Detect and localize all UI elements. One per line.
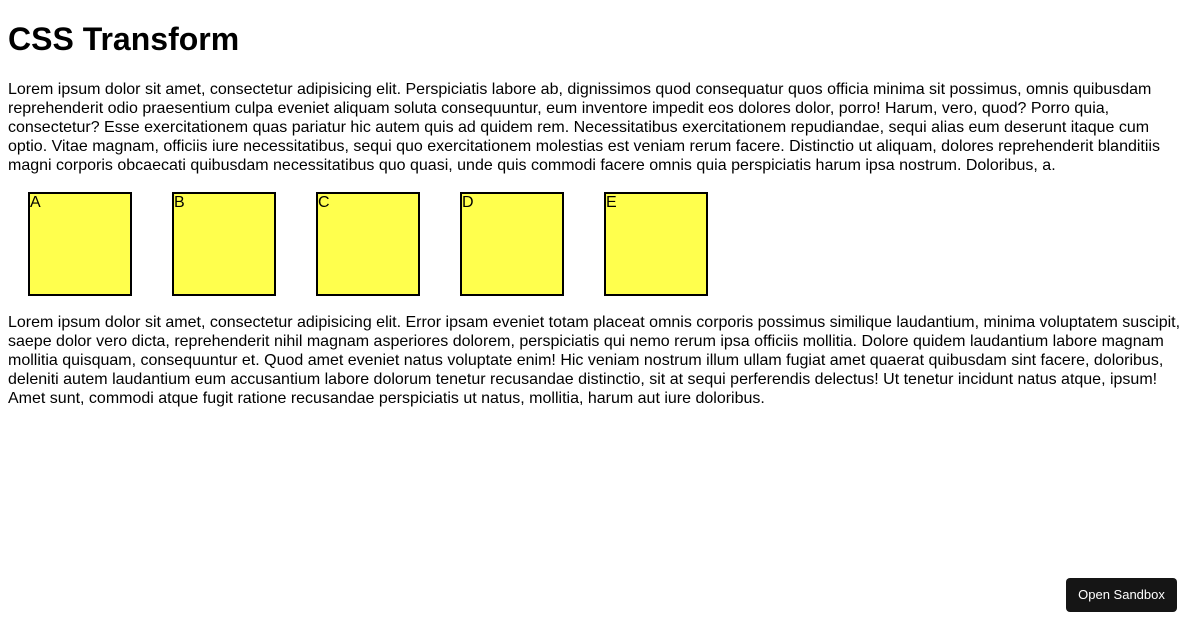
box-c: C <box>316 192 420 296</box>
box-b: B <box>172 192 276 296</box>
outro-paragraph: Lorem ipsum dolor sit amet, consectetur adipisicing elit. Error ipsam eveniet totam placeat omnis corporis possimus similique laudantium, minima voluptatem suscipit, saepe dolor vero dicta, reprehenderit nihil magnam asperiores dolorem, perspiciatis qui nemo rerum ipsa officiis mollitia. Dolore quidem laudantium labore magnam mollitia quisquam, consequuntur et. Quod amet eveniet natus voluptate enim! Hic veniam nostrum illum ullam fugiat amet quaerat quibusdam sint facere, doloribus, deleniti autem laudantium eum accusantium labore dolorum tenetur recusandae distinctio, sit at sequi perferendis delectus! Ut tenetur incidunt natus atque, ipsum! Amet sunt, commodi atque fugit ratione recusandae perspiciatis ut natus, mollitia, harum aut iure doloribus. <box>8 314 1181 407</box>
box-e: E <box>604 192 708 296</box>
page-title: CSS Transform <box>8 21 240 57</box>
intro-paragraph: Lorem ipsum dolor sit amet, consectetur adipisicing elit. Perspiciatis labore ab, dignissimos quod consequatur quos officia minima sit possimus, omnis quibusdam reprehenderit odio praesentium culpa eveniet aliquam soluta consequuntur, eum inventore impedit eos dolores dolor, porro! Harum, vero, quod? Porro quia, consectetur? Esse exercitationem quas pariatur hic autem quis ad quidem rem. Necessitatibus exercitationem repudiandae, sequi alias eum deserunt itaque cum optio. Vitae magnam, officiis iure necessitatibus, sequi quo exercitationem molestias est veniam rerum facere. Distinctio ut aliquam, dolores reprehenderit blanditiis magni corporis obcaecati quibusdam necessitatibus quo quasi, unde quis commodi facere omnis quia perspiciatis harum ipsa nostrum. Doloribus, a. <box>8 81 1160 174</box>
box-d: D <box>460 192 564 296</box>
transform-boxes <box>28 192 1192 296</box>
page-content <box>8 0 1192 408</box>
open-sandbox-button[interactable]: Open Sandbox <box>1066 578 1177 612</box>
box-a: A <box>28 192 132 296</box>
